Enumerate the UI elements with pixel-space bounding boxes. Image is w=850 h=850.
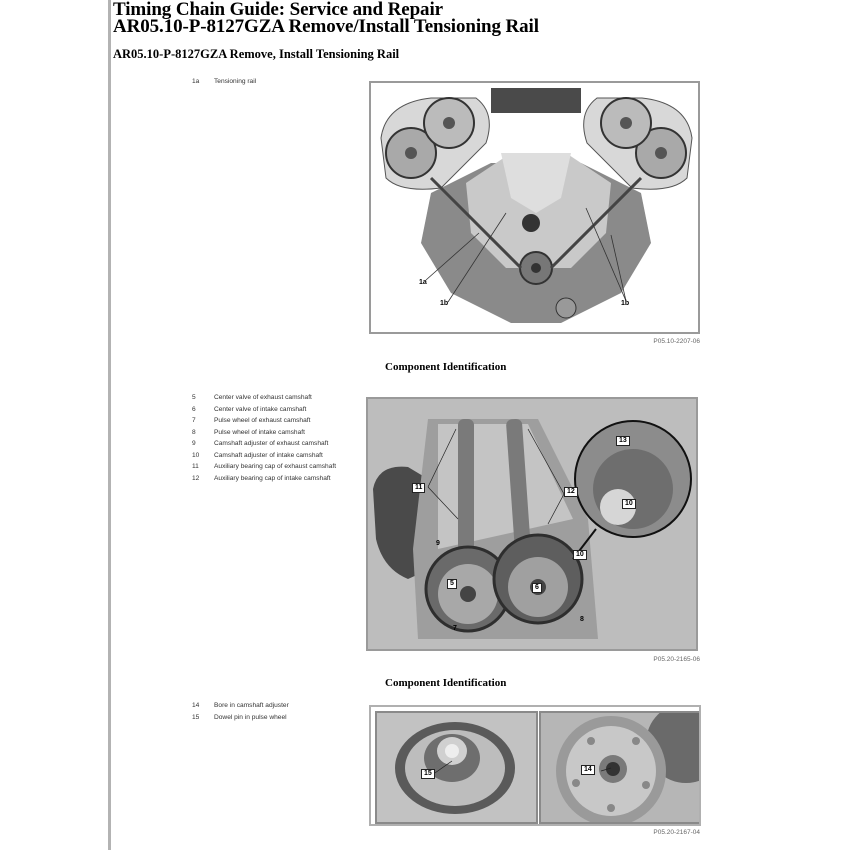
title-line-1: Timing Chain Guide: Service and Repair (113, 0, 443, 20)
camshaft-adjuster-photo (539, 711, 701, 824)
legend-number: 12 (192, 474, 200, 482)
pulse-wheel-photo (375, 711, 538, 824)
legend-text: Auxiliary bearing cap of exhaust camshaft (214, 463, 337, 470)
legend-item (192, 429, 352, 438)
section-heading: Component Identification (385, 361, 507, 373)
legend-item (192, 394, 352, 403)
legend-item (192, 463, 352, 472)
legend-number: 15 (192, 713, 200, 721)
callout-label: 7 (453, 625, 457, 632)
legend-number: 10 (192, 451, 200, 459)
legend-item (192, 475, 352, 484)
callout-label: 1b (440, 300, 449, 307)
engine-front-illustration (371, 83, 700, 334)
legend-text: Pulse wheel of intake camshaft (214, 428, 305, 436)
callout-label: 6 (532, 583, 542, 593)
callout-label: 9 (436, 540, 440, 547)
legend-text: Camshaft adjuster of exhaust camshaft (214, 440, 329, 447)
cylinder-head-illustration (368, 399, 698, 651)
legend-number: 5 (192, 394, 196, 401)
legend-item (192, 440, 352, 449)
legend-text: Bore in camshaft adjuster (214, 702, 289, 709)
figure-1-engine-image (369, 81, 700, 334)
legend-text: Tensioning rail (214, 78, 257, 85)
camshaft-adjuster-illustration (541, 713, 699, 822)
callout-label: 13 (616, 436, 630, 446)
legend-number: 9 (192, 440, 196, 447)
legend-text: Camshaft adjuster of intake camshaft (214, 451, 323, 459)
legend-number: 11 (192, 463, 199, 470)
legend-number: 7 (192, 417, 196, 424)
legend-text: Pulse wheel of exhaust camshaft (214, 417, 311, 424)
legend-text: Center valve of intake camshaft (214, 405, 307, 413)
legend-number: 14 (192, 702, 200, 709)
legend-item (192, 452, 352, 461)
legend-item (192, 417, 352, 426)
legend-item (192, 406, 352, 415)
figure-id: P05.10-2207-06 (653, 338, 700, 345)
callout-label: 5 (447, 579, 457, 589)
document-title (113, 1, 539, 35)
figure-id: P05.20-2165-06 (653, 656, 700, 663)
legend-item (192, 78, 352, 87)
callout-label: 11 (412, 483, 425, 493)
legend-text: Auxiliary bearing cap of intake camshaft (214, 474, 331, 482)
callout-label: 10 (573, 550, 587, 560)
callout-label: 12 (564, 487, 578, 497)
document-subtitle: AR05.10-P-8127GZA Remove, Install Tensioning Rail (113, 47, 400, 61)
figure-2-cylinder-head-image (366, 397, 698, 651)
title-line-2: AR05.10-P-8127GZA Remove/Install Tensioning Rail (113, 16, 539, 37)
callout-label: 8 (580, 616, 584, 623)
figure-id: P05.20-2167-04 (653, 829, 700, 836)
figure-1-legend (192, 78, 352, 90)
page-left-border (108, 0, 111, 850)
legend-number: 1a (192, 78, 200, 85)
figure-2-legend (192, 394, 352, 486)
section-heading: Component Identification (385, 677, 507, 689)
legend-item (192, 702, 352, 711)
legend-number: 6 (192, 405, 196, 413)
pulse-wheel-illustration (377, 713, 536, 822)
callout-label: 1b (621, 300, 630, 307)
callout-label: 1a (419, 279, 427, 286)
legend-item (192, 714, 352, 723)
legend-text: Dowel pin in pulse wheel (214, 713, 287, 721)
figure-3-image-pair (369, 705, 701, 826)
legend-text: Center valve of exhaust camshaft (214, 394, 312, 401)
callout-label: 14 (581, 765, 595, 775)
callout-label: 15 (421, 769, 435, 779)
legend-number: 8 (192, 428, 196, 436)
figure-3-legend (192, 702, 352, 725)
callout-label: 10 (622, 499, 636, 509)
